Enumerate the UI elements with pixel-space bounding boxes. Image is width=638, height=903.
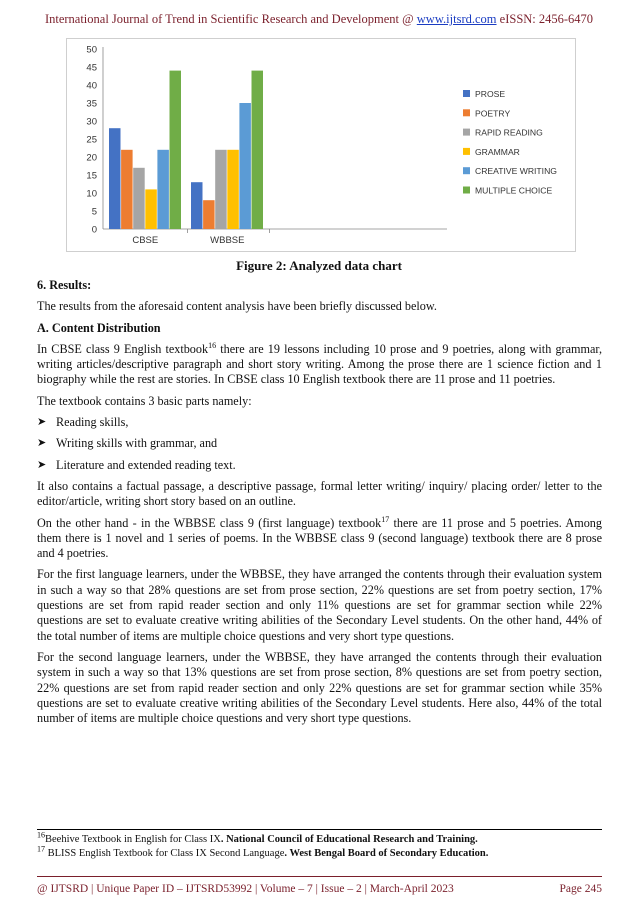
footnote-text-b: . National Council of Educational Research and Training. xyxy=(220,834,478,845)
footnote-ref-16[interactable]: 16 xyxy=(208,340,217,350)
x-tick-label: CBSE xyxy=(132,235,159,246)
list-item xyxy=(37,458,602,473)
chart-svg xyxy=(67,39,575,251)
legend-swatch xyxy=(463,109,470,116)
arrow-bullet-icon: ➤ xyxy=(37,416,47,429)
p4-text-a: On the other hand - in the WBBSE class 9 (first language) textbook xyxy=(37,515,382,530)
paragraph-first-language: For the first language learners, under the WBBSE, they have arranged the contents through their evaluation system in such a way so that 28% questions are set from prose section, 22% questions are set from poetry section, 17% questions are set from rapid reader section and only 11% questions are set for grammar section while 22% questions are set to evaluate creative writing abilities of the Secondary Level students. On the other hand, 44% of the total number of items are multiple choice questions and very short type questions. xyxy=(37,567,602,643)
footnote-ref-17[interactable]: 17 xyxy=(381,514,390,524)
bar-prose xyxy=(109,128,121,229)
legend-swatch xyxy=(463,90,470,97)
footnote-text: Beehive Textbook in English for Class IX xyxy=(45,834,221,845)
journal-issn: eISSN: 2456-6470 xyxy=(496,12,594,26)
figure-caption: Figure 2: Analyzed data chart xyxy=(236,258,402,273)
footnote-number: 17 xyxy=(37,844,45,854)
y-tick-label: 45 xyxy=(86,62,97,74)
list-item-text: Writing skills with grammar, and xyxy=(56,436,218,451)
journal-url-link[interactable]: www.ijtsrd.com xyxy=(416,12,497,26)
legend-label: POETRY xyxy=(475,108,511,119)
legend-swatch xyxy=(463,129,470,136)
bar-grammar xyxy=(145,189,157,229)
x-tick-label: WBBSE xyxy=(210,235,245,246)
y-tick-label: 50 xyxy=(86,44,97,56)
footnote-text: BLISS English Textbook for Class IX Second Language xyxy=(45,848,285,859)
p4-text-b: there are 11 prose and 5 poetries. Among them there is 1 novel and 1 series of poems. In the WBBSE class 9 (second language) textbook there are 8 prose and 4 poetries. xyxy=(37,515,602,561)
y-tick-label: 20 xyxy=(86,152,97,164)
y-tick-label: 10 xyxy=(86,188,97,200)
footer-info: @ IJTSRD | Unique Paper ID – IJTSRD53992 | Volume – 7 | Issue – 2 | March-April 2023 xyxy=(37,883,454,895)
bar-rapid-reading xyxy=(133,168,145,229)
paragraph-second-language: For the second language learners, under the WBBSE, they have arranged the contents through their evaluation system in such a way so that 13% questions are set from prose section, 8% questions are set from poetry section, 22% questions are set from rapid reader section and only 22% questions are set for grammar section while 35% questions are set to evaluate creative writing abilities of the Secondary Level students. Here also, 44% of the total number of items are multiple choice questions and very short type questions. xyxy=(37,649,602,726)
bar-poetry xyxy=(121,150,133,229)
arrow-bullet-icon: ➤ xyxy=(37,458,47,471)
paragraph-cbse xyxy=(37,342,602,388)
y-tick-label: 35 xyxy=(86,98,97,110)
y-tick-label: 40 xyxy=(86,80,97,92)
legend-swatch xyxy=(463,187,470,194)
bar-multiple-choice xyxy=(170,71,182,229)
bar-poetry xyxy=(203,200,215,229)
bar-grammar xyxy=(227,150,239,229)
content-distribution-heading: A. Content Distribution xyxy=(37,320,161,335)
arrow-bullet-icon: ➤ xyxy=(37,437,47,450)
footnote-number: 16 xyxy=(37,830,45,840)
paragraph-parts-intro: The textbook contains 3 basic parts namely: xyxy=(37,393,252,408)
legend-label: PROSE xyxy=(475,89,506,99)
parts-list xyxy=(37,415,602,473)
p1-text-a: In CBSE class 9 English textbook xyxy=(37,341,209,356)
y-tick-label: 30 xyxy=(86,116,97,128)
list-item-text: Literature and extended reading text. xyxy=(56,457,236,472)
list-item xyxy=(37,436,602,451)
y-tick-label: 5 xyxy=(91,206,97,218)
footnote-16 xyxy=(37,830,602,847)
footnotes xyxy=(37,829,602,861)
paragraph-also-contains: It also contains a factual passage, a descriptive passage, formal letter writing/ inquiry/ placing order/ letter to the editor/article, writing short story based on an outline. xyxy=(37,478,602,509)
page-number: Page 245 xyxy=(559,883,602,895)
legend-label: GRAMMAR xyxy=(475,146,520,157)
list-item-text: Reading skills, xyxy=(56,415,129,430)
bar-prose xyxy=(191,182,203,229)
footnote-text-b: . West Bengal Board of Secondary Education. xyxy=(284,848,489,859)
legend-label: RAPID READING xyxy=(475,127,543,138)
footnote-17 xyxy=(37,844,602,861)
y-tick-label: 15 xyxy=(86,170,97,182)
bar-chart xyxy=(66,38,576,252)
journal-header xyxy=(0,12,638,27)
legend-swatch xyxy=(463,148,470,155)
legend-label: MULTIPLE CHOICE xyxy=(475,185,553,196)
footer-divider xyxy=(37,876,602,877)
journal-title: International Journal of Trend in Scientific Research and Development @ xyxy=(44,12,417,26)
legend-label: CREATIVE WRITING xyxy=(475,166,557,177)
results-text: The results from the aforesaid content analysis have been briefly discussed below. xyxy=(37,299,437,314)
bar-creative-writing xyxy=(157,150,169,229)
legend-swatch xyxy=(463,167,470,174)
page-footer xyxy=(37,883,602,895)
bar-multiple-choice xyxy=(252,71,264,229)
bar-rapid-reading xyxy=(215,150,227,229)
p1-text-b: there are 19 lessons including 10 prose and 9 poetries, along with grammar, writing articles/descriptive paragraph and short story writing. Among the prose there are 1 science fiction and 1 biography while the rest are stories. In CBSE class 10 English textbook there are 11 prose and 11 poetries. xyxy=(37,341,602,387)
list-item xyxy=(37,415,602,430)
paragraph-wbbse xyxy=(37,516,602,562)
bar-creative-writing xyxy=(239,103,251,229)
y-tick-label: 0 xyxy=(91,224,97,236)
main-content xyxy=(37,278,602,732)
results-heading: 6. Results: xyxy=(37,278,92,292)
y-tick-label: 25 xyxy=(86,134,97,146)
